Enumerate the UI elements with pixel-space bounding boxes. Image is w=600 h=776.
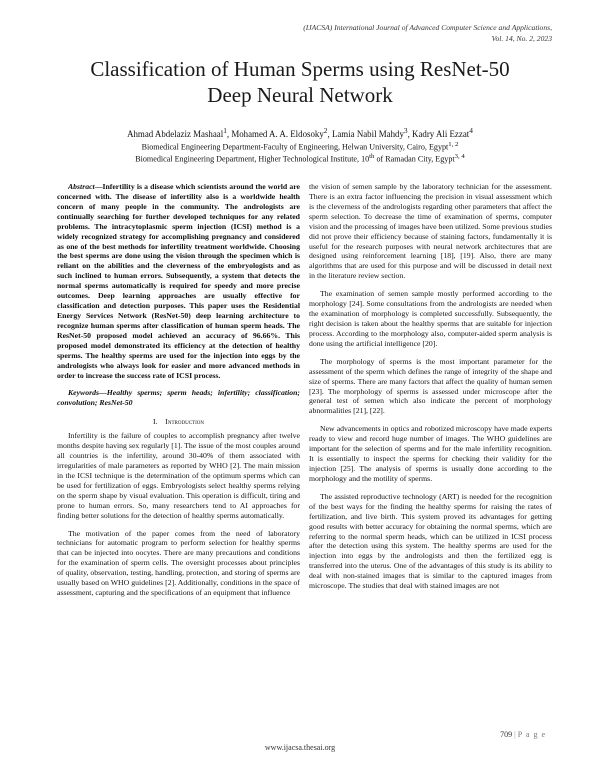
footer-url[interactable]: www.ijacsa.thesai.org <box>264 743 336 752</box>
affiliation-text: of Ramadan City, Egypt <box>374 154 455 164</box>
affiliation-index: 1, 2 <box>448 141 459 148</box>
author-index: 2 <box>323 126 328 135</box>
journal-name: (IJACSA) International Journal of Advanced Computer Science and Applications, <box>303 23 552 32</box>
section-title: Introduction <box>165 417 204 427</box>
right-column <box>309 182 552 591</box>
body-paragraph: The motivation of the paper comes from the need of laboratory technicians for automatic program to perform selection for healthy sperms that can be injected into oocytes. There are many precautions and conditions for the examination of sperm cells. The oversight processes about principles of quality, observation, testing, handling, protection, and storing of sperms are usually based on WHO guidelines [2]. Additionally, conditions in the space of assessment, capturing and the specifications of an equipment that influence <box>57 528 300 598</box>
page-number-value: 709 <box>500 730 513 739</box>
body-paragraph: The morphology of sperms is the most important parameter for the assessment of the sperm which defines the range of integrity of the shape and size of sperms. There are many factors that affect the quality of human semen [23]. The morphology of sperms is assessed under microscope after the general test of semen which also indicate the percent of morphology abnormalities [21], [22]. <box>309 356 552 416</box>
title-line-1: Classification of Human Sperms using ResNet-50 <box>90 57 510 81</box>
author-name: Lamia Nabil Mahdy <box>331 128 404 139</box>
section-heading-introduction <box>57 417 300 427</box>
body-paragraph: The examination of semen sample mostly performed according to the morphology [24]. Some consultations from the andrologists are needed when the examination of morphology is completed successfully. Subsequently, the right decision is taken about the healthy sperms that are suitable for injection process. According to the morphology also, computer-aided sperm analysis is done using the artificial intelligence [20]. <box>309 289 552 348</box>
journal-header <box>132 22 552 44</box>
page-number <box>500 730 546 739</box>
journal-volume: Vol. 14, No. 2, 2023 <box>491 34 552 43</box>
abstract <box>57 182 300 380</box>
keywords <box>57 388 300 408</box>
left-column <box>57 182 300 598</box>
abstract-label: Abstract <box>68 182 95 191</box>
title-line-2: Deep Neural Network <box>207 83 393 107</box>
section-numeral: I. <box>153 417 158 427</box>
abstract-text: Infertility is a disease which scientists around the world are concerned with. The disease of infertility also is a worldwide health concern of many people in the community. The andrologists are continually searching for further developed techniques for any related problems. The intracytoplasmic sperm injection (ICSI) method is a widely recognized strategy for accomplishing pregnancy and considered as one of the best methods for infertility treatment worldwide. Choosing the best sperms are done using the vision through the specimen which is reliant on the abilities and the cleverness of the embryologists and as such inclined to human errors. Subsequently, a system that detects the normal sperms automatically is required for speedy and more precise outcomes. Deep learning approaches are usually effective for classification and detection purposes. This paper uses the Residential Energy Services Network (ResNet-50) deep learning architecture to recognize human sperms after classification of human sperm heads. The ResNet-50 proposed model achieved an accuracy of 96.66%. This proposed model demonstrated its efficiency at the detection of healthy sperms. The healthy sperms are used for the injection into eggs by the andrologists who always look for easier and more advanced methods in order to increase the success rate of ICSI process. <box>57 182 300 380</box>
author-name: Kadry Ali Ezzat <box>412 128 470 139</box>
body-paragraph: The assisted reproductive technology (ART) is needed for the recognition of the best ways for the finding the healthy sperms for raising the rates of fertilization, and live birth. This system proved its advantages for getting good results with better accuracy for obtaining the normal sperms, which are referring to the normal sperm heads, which can be utilized in ICSI process after the detection using this system. The healthy sperms are used for the injection into eggs by the andrologists and then the fertilized egg is transferred into the uterus. One of the advantages of this study is its ability to deal with non-stained images that is similar to the captured images from microscope. The studies that deal with stained images are not <box>309 491 552 591</box>
affiliation-2 <box>0 151 600 165</box>
body-paragraph: New advancements in optics and robotized microscopy have made experts ready to view and record huge number of images. The WHO guidelines are important for the selection of sperms and for the male infertility recognition. It is essentially to inspect the sperms for checking their validity for the injection [25]. The analysis of sperms is usually done according to the morphology and the motility of sperms. <box>309 424 552 483</box>
author-separator: , <box>407 128 413 139</box>
page-separator: | <box>514 730 516 739</box>
affiliation-index: 3, 4 <box>454 153 465 160</box>
paper-title <box>0 56 600 108</box>
author-index: 1 <box>223 126 227 135</box>
author-separator: , <box>327 128 332 139</box>
body-paragraph: Infertility is the failure of couples to accomplish pregnancy after twelve months despite having sex regularly [1]. The issue of the most couples around all countries is the infertility, around 30-40% of them associated with irregularities of male parameters as reported by WHO [2]. The main mission in the ICSI technique is the determination of the optimum sperms which can be used for fertilization of eggs. Embryologists select healthy sperms relying on the sperm shape by visual evaluation. This operation is difficult, tiring and prone to human errors. So, many researchers tend to AI approaches for finding better solutions for the detection of healthy sperms automatically. <box>57 431 300 520</box>
keywords-label: Keywords <box>68 388 99 398</box>
affiliation-text: Biomedical Engineering Department-Faculty of Engineering, Helwan University, Cairo, Egypt <box>141 142 449 152</box>
author-list <box>0 125 600 140</box>
author-name: Mohamed A. A. Eldosoky <box>231 128 324 139</box>
affiliation-text: Biomedical Engineering Department, Higher Technological Institute, 10 <box>135 154 370 164</box>
author-name: Ahmad Abdelaziz Mashaal <box>127 128 224 139</box>
author-separator: , <box>226 128 232 139</box>
body-paragraph: the vision of semen sample by the laboratory technician for the assessment. There is an extra factor influencing the precision in visual assessment which is the cleverness of the andrologists regarding other parameters that affect the sperm selection. To decrease the time of examination of sperms, computer vision and the processing of images have been utilized. Some previous studies did not prove their efficiency because of staining factors, fundamentally it is useful for the research purposes with neural network architectures that are designed using reinforcement learning [18], [19]. Also, there are many algorithms that are used for this purpose and will be discussed in detail next in the literature review section. <box>309 182 552 281</box>
author-index: 4 <box>469 126 473 135</box>
ordinal-suffix: th <box>369 153 375 160</box>
keywords-text: —Healthy sperms; sperm heads; infertility; classification; convolution; ResNet-50 <box>57 388 300 408</box>
author-index: 3 <box>403 126 408 135</box>
page-word: P a g e <box>517 730 546 739</box>
abstract-dash: — <box>94 182 103 191</box>
